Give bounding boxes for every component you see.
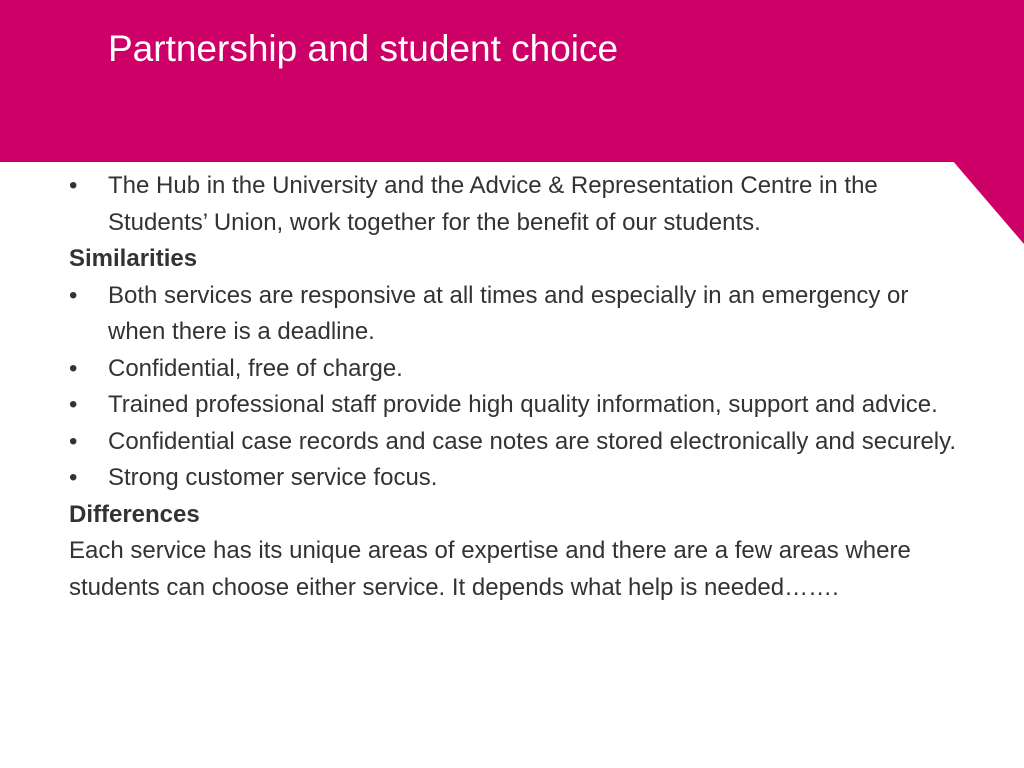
corner-decoration (952, 160, 1024, 244)
similarities-bullet-list (69, 278, 959, 497)
bullet-text: Strong customer service focus. (108, 464, 438, 491)
bullet-text: The Hub in the University and the Advice & Representation Centre in the Students’ Union, work together for the benefit of our students. (108, 172, 878, 236)
bullet-icon: • (69, 464, 78, 491)
bullet-icon: • (69, 172, 78, 199)
header-band (0, 0, 1024, 162)
slide-title: Partnership and student choice (108, 28, 619, 69)
intro-bullet-item (69, 168, 959, 241)
similarities-bullet-item (69, 460, 959, 497)
bullet-text: Trained professional staff provide high quality information, support and advice. (108, 391, 938, 418)
similarities-bullet-item (69, 424, 959, 461)
differences-paragraph: Each service has its unique areas of expertise and there are a few areas where students can choose either service. It depends what help is needed……. (69, 537, 911, 601)
bullet-icon: • (69, 427, 78, 455)
bullet-icon: • (69, 281, 78, 309)
similarities-heading: Similarities (69, 245, 198, 272)
intro-bullet-list (69, 168, 959, 241)
similarities-bullet-item (69, 387, 959, 424)
bullet-text: Confidential, free of charge. (108, 354, 403, 382)
bullet-icon: • (69, 391, 78, 418)
similarities-bullet-item (69, 278, 959, 351)
similarities-bullet-item (69, 351, 959, 388)
slide-body (69, 168, 959, 606)
bullet-text: Confidential case records and case notes are stored electronically and securely. (108, 427, 957, 455)
bullet-icon: • (69, 354, 78, 382)
bullet-text: Both services are responsive at all times and especially in an emergency or when there is a deadline. (108, 281, 909, 345)
differences-heading: Differences (69, 500, 200, 528)
